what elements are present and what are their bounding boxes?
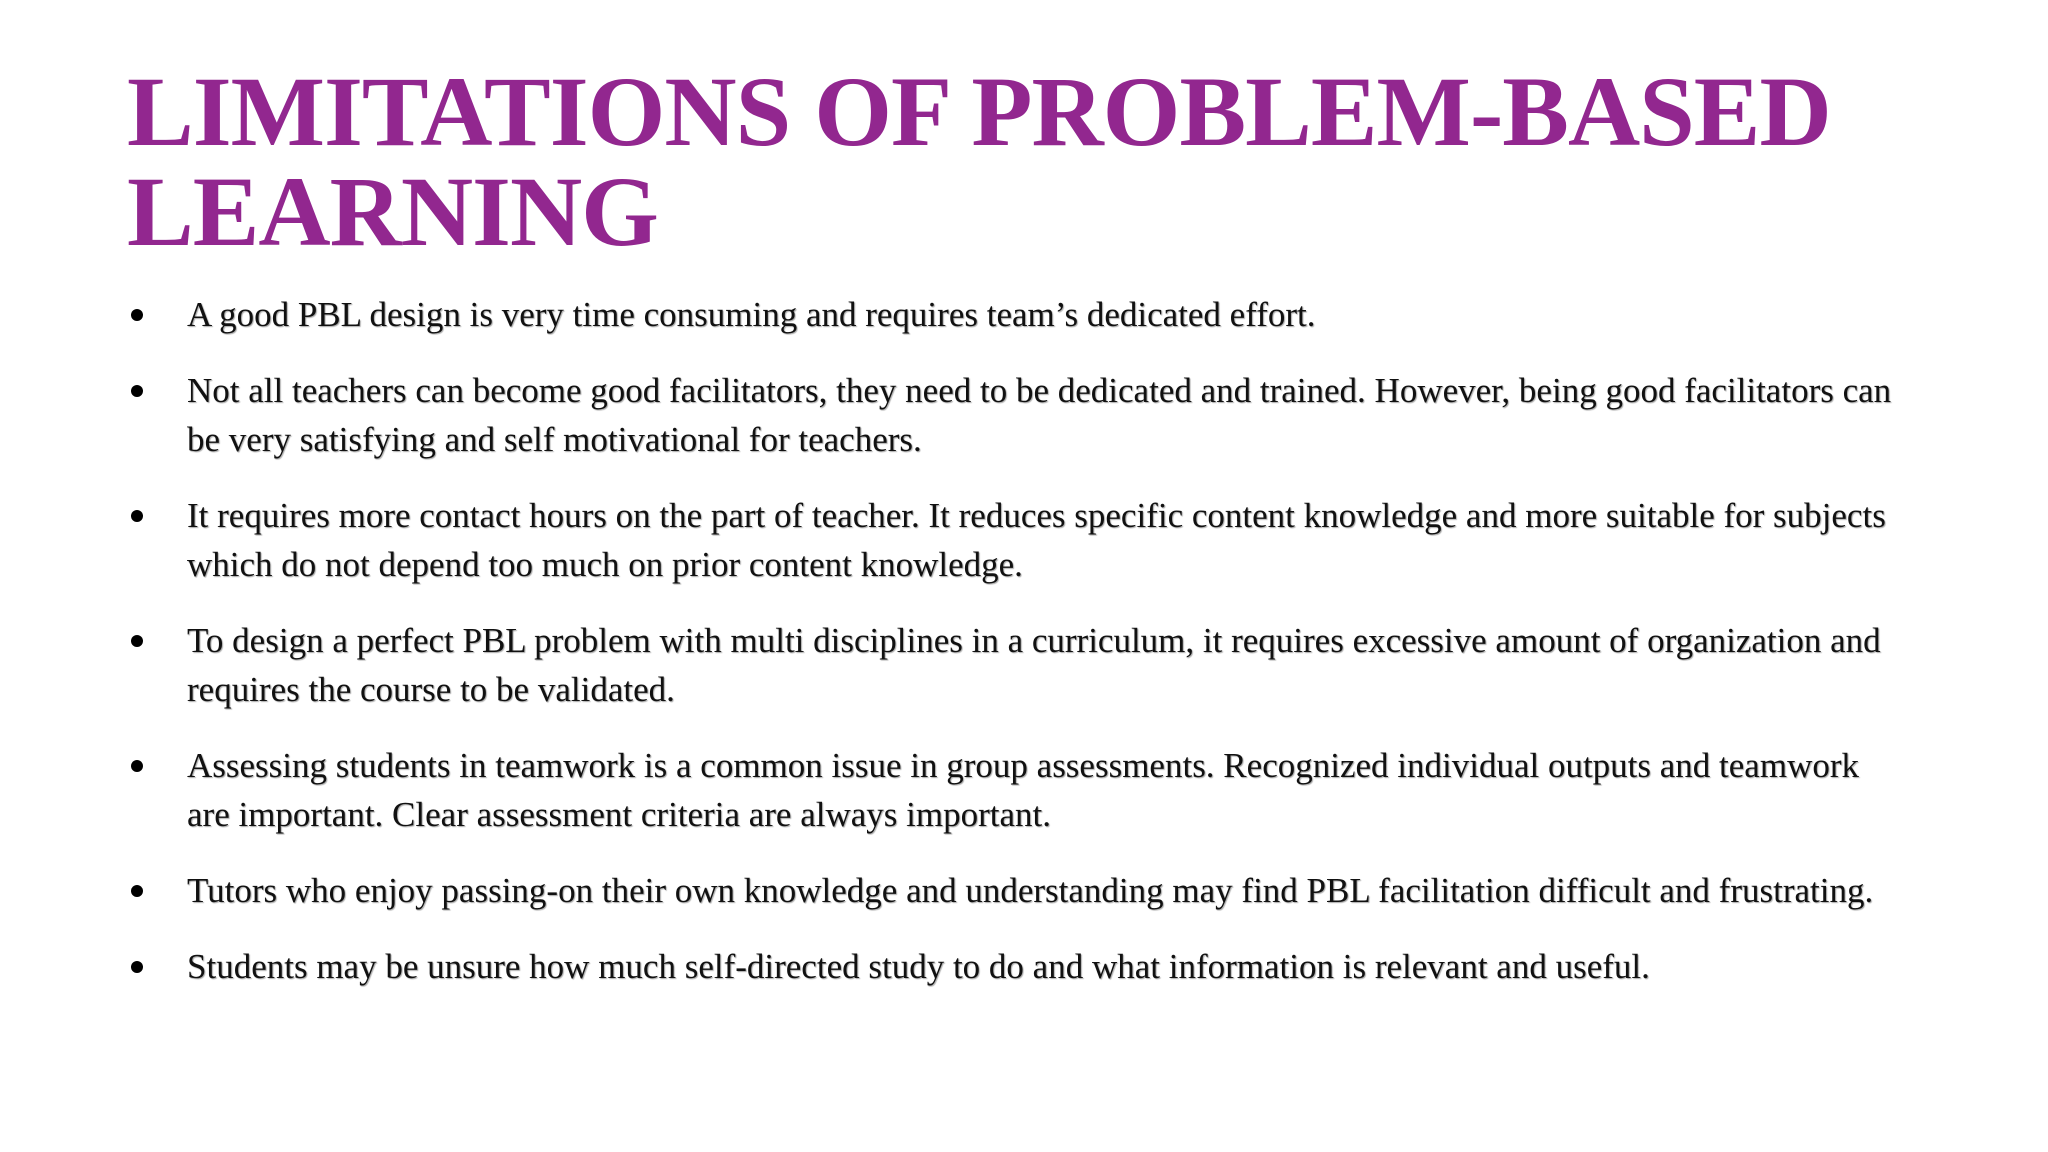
- bullet-dot-icon: [131, 885, 143, 897]
- bullet-item: [127, 866, 1907, 915]
- bullet-item: [127, 942, 1907, 991]
- bullet-list: [127, 290, 1907, 1018]
- bullet-item: [127, 491, 1907, 589]
- bullet-text: It requires more contact hours on the part of teacher. It reduces specific content knowledge and more suitable for subjects which do not depend too much on prior content knowledge.: [187, 496, 1886, 584]
- bullet-item: [127, 616, 1907, 714]
- slide-title-line-2: LEARNING: [127, 156, 658, 267]
- bullet-item: [127, 741, 1907, 839]
- bullet-text: Students may be unsure how much self-directed study to do and what information is relevant and useful.: [187, 947, 1650, 986]
- bullet-text: Tutors who enjoy passing-on their own knowledge and understanding may find PBL facilitation difficult and frustrating.: [187, 871, 1874, 910]
- bullet-dot-icon: [131, 760, 143, 772]
- bullet-item: [127, 290, 1907, 339]
- bullet-text: A good PBL design is very time consuming and requires team’s dedicated effort.: [187, 295, 1316, 334]
- slide-title-line-1: LIMITATIONS OF PROBLEM-BASED: [127, 56, 1831, 167]
- slide-title: [127, 56, 1947, 267]
- bullet-dot-icon: [131, 309, 143, 321]
- bullet-text: Not all teachers can become good facilitators, they need to be dedicated and trained. However, being good facilitators can be very satisfying and self motivational for teachers.: [187, 371, 1892, 459]
- bullet-dot-icon: [131, 961, 143, 973]
- bullet-dot-icon: [131, 510, 143, 522]
- bullet-dot-icon: [131, 635, 143, 647]
- bullet-text: Assessing students in teamwork is a common issue in group assessments. Recognized individual outputs and teamwork are important. Clear assessment criteria are always important.: [187, 746, 1860, 834]
- bullet-text: To design a perfect PBL problem with multi disciplines in a curriculum, it requires excessive amount of organization and requires the course to be validated.: [187, 621, 1881, 709]
- bullet-item: [127, 366, 1907, 464]
- bullet-dot-icon: [131, 385, 143, 397]
